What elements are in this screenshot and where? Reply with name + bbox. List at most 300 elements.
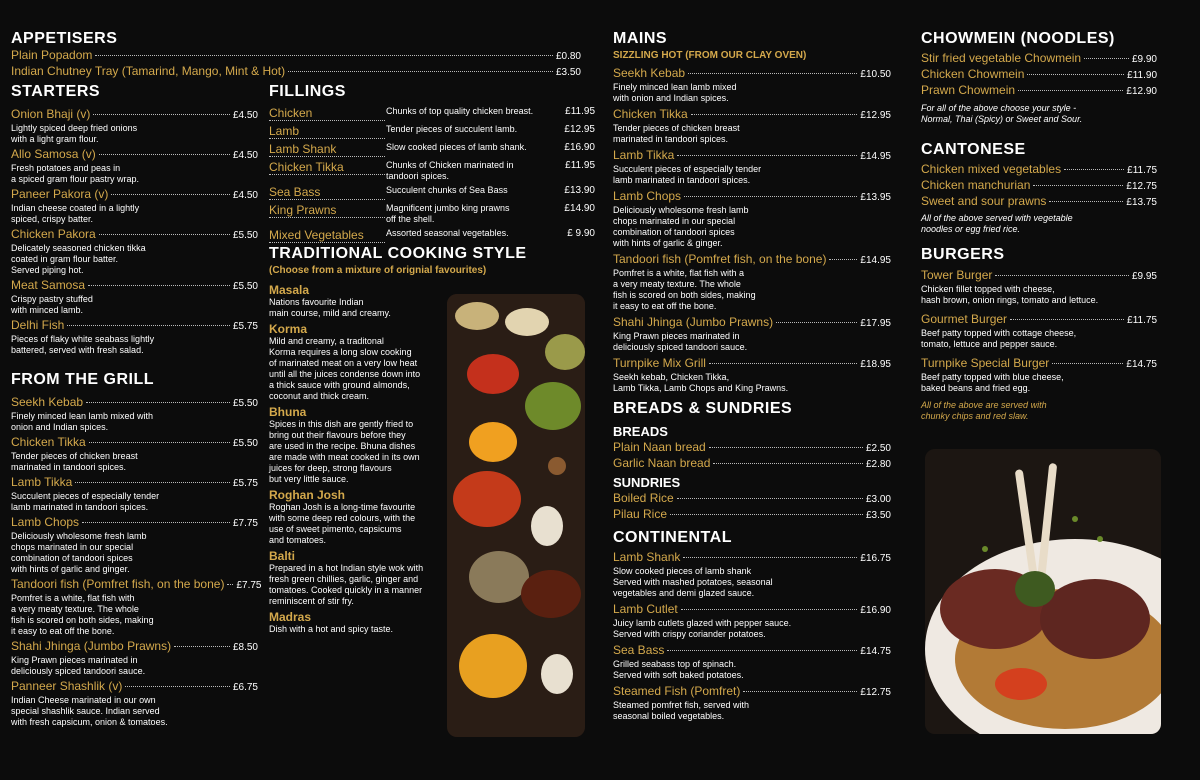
menu-item-name: Chicken manchurian [921,178,1031,192]
menu-item-row [613,66,891,82]
dotted-leader [1052,363,1123,364]
menu-item-name: Chicken Tikka [11,435,86,449]
menu-item [921,162,1157,178]
menu-item-description: Indian cheese coated in a lightly spiced, crispy batter. [11,203,140,224]
menu-item-price: £7.75 [232,518,258,529]
menu-item-row [613,550,891,566]
cooking-style-item [269,549,444,607]
menu-item-price: £14.95 [860,255,891,266]
menu-item-name: Lamb Cutlet [613,602,678,616]
traditional-section [269,244,527,635]
dotted-leader [683,557,857,558]
menu-item-name: Prawn Chowmein [921,83,1016,97]
menu-item-row [613,456,891,472]
menu-item-name: Paneer Pakora (v) [11,187,109,201]
menu-item-price: £17.95 [860,318,891,329]
menu-item-price: £18.95 [860,359,891,370]
menu-item-name: Steamed Fish (Pomfret) [613,684,741,698]
breads-list [613,440,891,472]
cantonese-title: CANTONESE [921,141,1026,158]
mains-subtitle: SIZZLING HOT (FROM OUR CLAY OVEN) [613,50,807,61]
breads-heading: BREADS [613,424,668,439]
filling-price: £16.90 [564,142,595,153]
cooking-style-description: Prepared in a hot Indian style wok with fresh green chillies, garlic, ginger and tomatoes. Cooked quickly in a manner reminiscent of stir fry. [269,563,424,606]
dotted-leader [1027,74,1124,75]
filling-name: Mixed Vegetables [269,228,385,243]
mains-title: MAINS [613,30,668,47]
menu-item-price: £16.75 [860,553,891,564]
menu-item-row [11,107,258,123]
dotted-leader [1010,319,1124,320]
menu-item [613,602,891,640]
menu-item-price: £8.50 [232,642,258,653]
menu-item-name: Seekh Kebab [11,395,84,409]
dotted-leader [667,650,857,651]
starters-section [11,82,258,356]
filling-description: Chunks of Chicken marinated in tandoori spices. [386,160,514,181]
menu-item-description: Tender pieces of chicken breast marinated in tandoori spices. [613,123,740,144]
menu-item-row [11,435,258,451]
menu-item-price: £5.50 [232,281,258,292]
menu-item-description: Seekh kebab, Chicken Tikka, Lamb Tikka, Lamb Chops and King Prawns. [613,372,789,393]
menu-item-description: King Prawn pieces marinated in deliciously spiced tandoori sauce. [11,655,146,676]
menu-item [11,48,581,64]
menu-item [11,395,258,433]
filling-name: Chicken Tikka [269,160,385,175]
menu-item-row [11,48,581,64]
menu-item [921,356,1157,394]
menu-item-name: Stir fried vegetable Chowmein [921,51,1082,65]
menu-item [11,187,258,225]
menu-item-name: Tandoori fish (Pomfret fish, on the bone) [613,252,827,266]
menu-item-price: £12.75 [860,687,891,698]
menu-item [921,51,1157,67]
dotted-leader [1064,169,1124,170]
filling-item [269,106,595,121]
menu-item [921,268,1157,306]
burgers-list [921,268,1157,394]
menu-item-name: Sea Bass [613,643,665,657]
filling-item [269,142,595,157]
filling-price: £ 9.90 [567,228,595,239]
menu-item-row [921,51,1157,67]
menu-item-row [921,268,1157,284]
dotted-leader [677,498,863,499]
menu-item [613,356,891,394]
dotted-leader [111,194,230,195]
menu-item [613,189,891,249]
menu-item-name: Turnpike Mix Grill [613,356,706,370]
menu-item-name: Chicken Pakora [11,227,96,241]
menu-item-name: Chicken Chowmein [921,67,1025,81]
dotted-leader [1084,58,1129,59]
breads-title: BREADS & SUNDRIES [613,400,793,417]
menu-item [921,83,1157,99]
menu-item-row [11,64,581,80]
menu-item [921,67,1157,83]
menu-item-price: £13.95 [860,192,891,203]
burgers-section [921,245,1157,422]
menu-item-name: Turnpike Special Burger [921,356,1050,370]
menu-item-name: Lamb Chops [11,515,80,529]
menu-item-price: £12.75 [1126,181,1157,192]
filling-item [269,160,595,182]
menu-item-name: Lamb Tikka [613,148,675,162]
menu-item [613,252,891,312]
appetisers-list [11,48,581,80]
menu-item-price: £12.90 [1126,86,1157,97]
grill-section [11,370,262,728]
menu-item [11,577,262,637]
sundries-heading: SUNDRIES [613,475,681,490]
chowmein-title: CHOWMEIN (NOODLES) [921,30,1115,47]
menu-item-name: Chicken mixed vegetables [921,162,1062,176]
menu-item-name: Gourmet Burger [921,312,1008,326]
chowmein-section [921,29,1157,125]
menu-item-price: £14.95 [860,151,891,162]
menu-item-description: Slow cooked pieces of lamb shank Served with mashed potatoes, seasonal vegetables and demi glazed sauce. [613,566,773,598]
cooking-style-description: Dish with a hot and spicy taste. [269,624,394,634]
filling-description: Magnificent jumbo king prawns off the shell. [386,203,510,224]
dotted-leader [99,234,230,235]
appetisers-section [11,29,581,80]
menu-item [11,64,581,80]
menu-item [11,515,258,575]
menu-item-description: Chicken fillet topped with cheese, hash brown, onion rings, tomato and lettuce. [921,284,1099,305]
fillings-section [269,82,595,246]
chowmein-note: For all of the above choose your style - Normal, Thai (Spicy) or Sweet and Sour. [921,103,1083,124]
cooking-style-item [269,405,444,485]
menu-item-price: £5.50 [232,438,258,449]
menu-item-name: Lamb Tikka [11,475,73,489]
menu-item-row [11,278,258,294]
traditional-subtitle: (Choose from a mixture of orignial favourites) [269,265,487,276]
menu-item [613,440,891,456]
dotted-leader [227,584,233,585]
spices-photo [447,294,585,737]
fillings-title: FILLINGS [269,83,346,100]
menu-item-name: Garlic Naan bread [613,456,711,470]
menu-item-price: £2.80 [865,459,891,470]
menu-item [613,66,891,104]
menu-item-row [921,67,1157,83]
menu-item-row [11,227,258,243]
grill-list [11,395,262,728]
filling-description: Assorted seasonal vegetables. [386,228,509,238]
menu-item-description: Finely minced lean lamb mixed with onion and Indian spices. [613,82,737,103]
continental-section [613,528,891,722]
menu-item-name: Boiled Rice [613,491,674,505]
menu-item-row [11,679,258,695]
menu-item [11,147,258,185]
dotted-leader [670,514,863,515]
dotted-leader [713,463,863,464]
fillings-list [269,106,595,243]
menu-item-price: £14.75 [1126,359,1157,370]
menu-item-name: Allo Samosa (v) [11,147,96,161]
menu-item-price: £4.50 [232,110,258,121]
menu-item-price: £6.75 [232,682,258,693]
dotted-leader [684,196,857,197]
menu-item-description: Succulent pieces of especially tender lamb marinated in tandoori spices. [11,491,160,512]
mains-list [613,66,891,394]
dotted-leader [776,322,857,323]
menu-item-price: £3.50 [865,510,891,521]
filling-description: Slow cooked pieces of lamb shank. [386,142,527,152]
cantonese-list [921,162,1157,210]
menu-item-name: Indian Chutney Tray (Tamarind, Mango, Mint & Hot) [11,64,286,78]
cooking-style-name: Korma [269,322,308,336]
filling-name: Lamb Shank [269,142,385,157]
cooking-style-name: Madras [269,610,312,624]
burgers-note: All of the above are served with chunky chips and red slaw. [921,400,1047,421]
menu-item [11,475,258,513]
dotted-leader [75,482,230,483]
cooking-style-description: Mild and creamy, a traditonal Korma requires a long slow cooking of marinated meat on a very low heat until all the juices condense down into a thick sauce with ground almonds, coconut and thick cream. [269,336,421,401]
dotted-leader [677,155,857,156]
cooking-style-name: Bhuna [269,405,307,419]
cooking-style-name: Roghan Josh [269,488,346,502]
menu-item-row [613,602,891,618]
traditional-list [269,283,444,635]
menu-item-name: Onion Bhaji (v) [11,107,91,121]
menu-item-row [613,189,891,205]
menu-item-description: Pieces of flaky white seabass lightly battered, served with fresh salad. [11,334,155,355]
menu-item-row [11,318,258,334]
menu-item-row [921,194,1157,210]
filling-description: Succulent chunks of Sea Bass [386,185,508,195]
dotted-leader [89,442,230,443]
cooking-style-item [269,322,444,402]
menu-item-description: Juicy lamb cutlets glazed with pepper sauce. Served with crispy coriander potatoes. [613,618,792,639]
dotted-leader [99,154,230,155]
menu-item [921,194,1157,210]
menu-item-name: Chicken Tikka [613,107,688,121]
filling-price: £13.90 [564,185,595,196]
menu-item-row [11,147,258,163]
cantonese-section [921,140,1157,235]
menu-item-name: Lamb Shank [613,550,681,564]
menu-item [613,491,891,507]
filling-description: Chunks of top quality chicken breast. [386,106,534,116]
menu-item [613,315,891,353]
traditional-title: TRADITIONAL COOKING STYLE [269,245,527,262]
menu-item-price: £11.75 [1127,315,1157,326]
menu-item-price: £3.00 [865,494,891,505]
cooking-style-item [269,610,444,635]
menu-item-name: Shahi Jhinga (Jumbo Prawns) [613,315,774,329]
dotted-leader [67,325,230,326]
sundries-list [613,491,891,523]
filling-price: £14.90 [564,203,595,214]
menu-item [613,456,891,472]
menu-item-description: Lightly spiced deep fried onions with a light gram flour. [11,123,138,144]
dotted-leader [88,285,230,286]
cantonese-note: All of the above served with vegetable noodles or egg fried rice. [921,213,1073,234]
menu-item-description: Deliciously wholesome fresh lamb chops marinated in our special combination of tandoori spices with hints of garlic and ginger. [11,531,147,574]
menu-item-description: Fresh potatoes and peas in a spiced gram flour pastry wrap. [11,163,140,184]
menu-item-price: £5.50 [232,398,258,409]
filling-item [269,124,595,139]
menu-item-name: Tower Burger [921,268,993,282]
cooking-style-item [269,488,444,546]
filling-item [269,185,595,200]
cooking-style-description: Roghan Josh is a long-time favourite with some deep red colours, with the use of sweet pimento, capsicums and tomatoes. [269,502,416,545]
menu-item-description: Delicately seasoned chicken tikka coated in gram flour batter. Served piping hot. [11,243,146,275]
cooking-style-name: Masala [269,283,310,297]
starters-title: STARTERS [11,83,101,100]
cooking-style-description: Spices in this dish are gently fried to bring out their flavours before they are used in the recipe. Bhuna dishes are made with meat cooked in its own juices for deep, strong flavours but very little sauce. [269,419,420,484]
menu-item [921,178,1157,194]
menu-item-row [11,639,258,655]
breads-section [613,399,891,523]
menu-item-row [613,643,891,659]
menu-item-price: £9.95 [1131,271,1157,282]
dotted-leader [93,114,230,115]
menu-item-description: Indian Cheese marinated in our own special shashlik sauce. Indian served with fresh capsicum, onion & tomatoes. [11,695,168,727]
dotted-leader [174,646,230,647]
chowmein-list [921,51,1157,99]
menu-item-description: Beef patty topped with blue cheese, baked beans and fried egg. [921,372,1064,393]
menu-item [11,318,258,356]
menu-item [613,550,891,599]
menu-item-row [613,315,891,331]
burgers-title: BURGERS [921,246,1005,263]
menu-item [11,679,258,728]
menu-item-row [11,475,258,491]
menu-item-description: King Prawn pieces marinated in deliciously spiced tandoori sauce. [613,331,748,352]
filling-price: £12.95 [564,124,595,135]
menu-item-price: £11.90 [1127,70,1157,81]
filling-price: £11.95 [565,160,595,171]
dotted-leader [709,363,858,364]
menu-item-row [921,83,1157,99]
menu-item-description: Pomfret is a white, flat fish with a very meaty texture. The whole fish is scored on both sides, making it easy to eat off the bone. [11,593,154,636]
menu-item-row [613,252,891,268]
menu-item-price: £10.50 [860,69,891,80]
menu-item [613,507,891,523]
menu-item-price: £4.50 [232,150,258,161]
filling-price: £11.95 [565,106,595,117]
filling-description: Tender pieces of succulent lamb. [386,124,518,134]
menu-item-description: Steamed pomfret fish, served with seasonal boiled vegetables. [613,700,750,721]
dotted-leader [691,114,858,115]
cooking-style-item [269,283,444,319]
dotted-leader [125,686,230,687]
filling-name: Lamb [269,124,385,139]
menu-item-row [613,507,891,523]
cooking-style-name: Balti [269,549,296,563]
menu-item-name: Lamb Chops [613,189,682,203]
menu-item-price: £5.75 [232,478,258,489]
menu-item-price: £5.50 [232,230,258,241]
menu-item-row [921,178,1157,194]
dotted-leader [829,259,857,260]
filling-name: Chicken [269,106,385,121]
menu-item-row [11,577,262,593]
menu-item-price: £9.90 [1131,54,1157,65]
menu-item-row [921,356,1157,372]
menu-item-row [613,356,891,372]
menu-item-row [11,187,258,203]
menu-item-name: Shahi Jhinga (Jumbo Prawns) [11,639,172,653]
menu-item-name: Plain Naan bread [613,440,706,454]
menu-item-row [613,684,891,700]
menu-item [613,148,891,186]
continental-title: CONTINENTAL [613,529,732,546]
menu-item [613,643,891,681]
filling-name: Sea Bass [269,185,385,200]
dotted-leader [95,55,553,56]
menu-item-name: Meat Samosa [11,278,86,292]
menu-item-description: Pomfret is a white, flat fish with a a very meaty texture. The whole fish is scored on both sides, making it easy to eat off the bone. [613,268,756,311]
grill-title: FROM THE GRILL [11,371,154,388]
filling-item [269,203,595,225]
mains-section [613,29,891,394]
menu-item-description: Beef patty topped with cottage cheese, tomato, lettuce and pepper sauce. [921,328,1077,349]
dotted-leader [1049,201,1123,202]
menu-item [11,435,258,473]
cooking-style-description: Nations favourite Indian main course, mild and creamy. [269,297,391,318]
dotted-leader [1018,90,1123,91]
menu-item-name: Plain Popadom [11,48,93,62]
dotted-leader [82,522,230,523]
menu-item-description: Crispy pastry stuffed with minced lamb. [11,294,93,315]
continental-list [613,550,891,722]
dotted-leader [709,447,863,448]
menu-item [11,107,258,145]
menu-item-row [11,395,258,411]
menu-item [613,107,891,145]
menu-item-description: Finely minced lean lamb mixed with onion and Indian spices. [11,411,154,432]
menu-item-name: Delhi Fish [11,318,65,332]
dotted-leader [681,609,858,610]
menu-item-description: Succulent pieces of especially tender lamb marinated in tandoori spices. [613,164,762,185]
dotted-leader [688,73,857,74]
menu-item-name: Seekh Kebab [613,66,686,80]
menu-item-name: Sweet and sour prawns [921,194,1047,208]
filling-name: King Prawns [269,203,385,218]
menu-item-description: Deliciously wholesome fresh lamb chops marinated in our special combination of tandoori spices with hints of garlic & ginger. [613,205,749,248]
menu-item-row [613,440,891,456]
menu-item-price: £14.75 [860,646,891,657]
menu-item-row [11,515,258,531]
menu-item [613,684,891,722]
menu-item-price: £0.80 [555,51,581,62]
dotted-leader [1033,185,1123,186]
menu-item-name: Panneer Shashlik (v) [11,679,123,693]
dotted-leader [743,691,857,692]
menu-item-price: £16.90 [860,605,891,616]
menu-item-description: Grilled seabass top of spinach. Served with soft baked potatoes. [613,659,744,680]
dotted-leader [86,402,230,403]
menu-item-row [613,491,891,507]
menu-item-price: £4.50 [232,190,258,201]
menu-item-description: Tender pieces of chicken breast marinated in tandoori spices. [11,451,138,472]
menu-item [11,227,258,276]
menu-item-price: £12.95 [860,110,891,121]
menu-item [921,312,1157,350]
menu-item-price: £13.75 [1126,197,1157,208]
menu-item-price: £5.75 [232,321,258,332]
starters-list [11,107,258,356]
menu-item-row [613,107,891,123]
menu-item [11,278,258,316]
menu-item-row [921,162,1157,178]
dotted-leader [288,71,553,72]
menu-item-price: £7.75 [236,580,262,591]
appetisers-title: APPETISERS [11,30,118,47]
